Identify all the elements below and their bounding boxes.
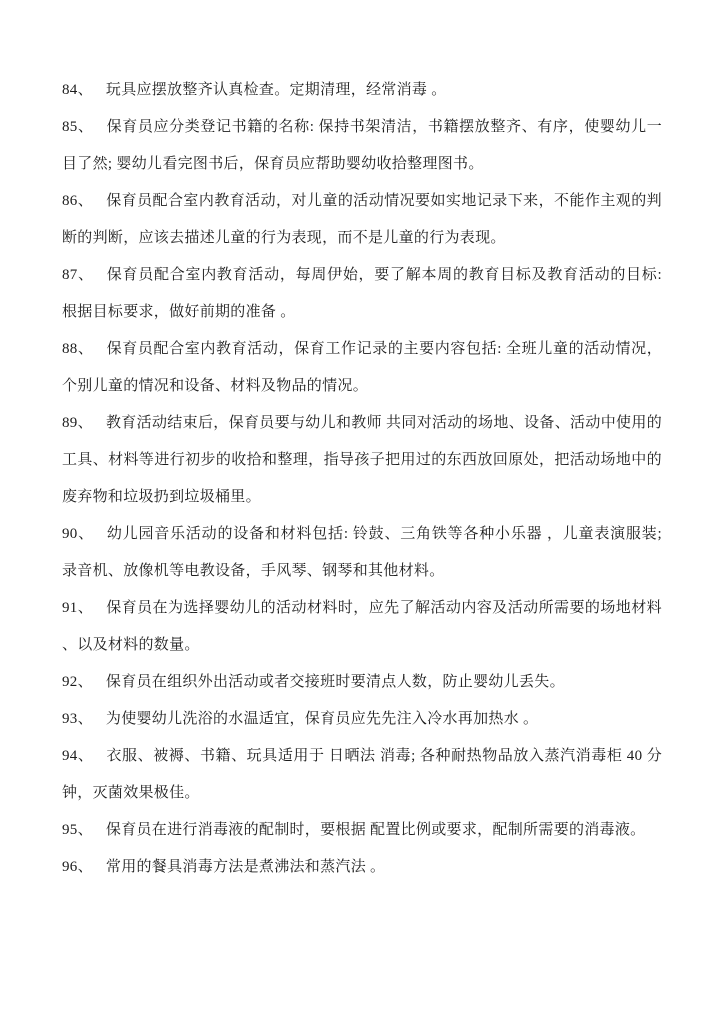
item-text: 教育活动结束后，保育员要与幼儿和教师 共同对活动的场地、设备、活动中使用的工具、材料等进行初步的收拾和整理，指导孩子把用过的东西放回原处，把活动场地中的废弃物和垃圾扔到垃圾桶里。 [62,415,662,505]
item-text: 衣服、被褥、书籍、玩具适用于 日晒法 消毒; 各种耐热物品放入蒸汽消毒柜 40 分钟，灭菌效果极佳。 [62,748,662,801]
item-text: 保育员配合室内教育活动，每周伊始，要了解本周的教育目标及教育活动的目标: 根据目标要求，做好前期的准备 。 [62,267,662,320]
item-number: 84、 [62,82,93,98]
item-number: 92、 [62,674,93,690]
item-number: 89、 [62,415,93,431]
list-item [62,812,662,849]
list-item [62,331,662,405]
list-item [62,405,662,516]
list-item [62,109,662,183]
item-text: 常用的餐具消毒方法是煮沸法和蒸汽法 。 [105,859,386,875]
item-text: 保育员在组织外出活动或者交接班时要清点人数，防止婴幼儿丢失。 [105,674,565,690]
item-text: 为使婴幼儿洗浴的水温适宜，保育员应先先注入冷水再加热水 。 [105,711,539,727]
list-item [62,738,662,812]
item-number: 93、 [62,711,93,727]
item-number: 87、 [62,267,94,283]
item-text: 保育员在进行消毒液的配制时，要根据 配置比例或要求，配制所需要的消毒液。 [105,822,646,838]
item-text: 玩具应摆放整齐认真检查。定期清理，经常消毒 。 [105,82,447,98]
list-item [62,183,662,257]
item-text: 保育员在为选择婴幼儿的活动材料时，应先了解活动内容及活动所需要的场地材料 、以及材料的数量。 [62,600,662,653]
item-text: 保育员应分类登记书籍的名称: 保持书架清洁，书籍摆放整齐、有序，使婴幼儿一目了然; 婴幼儿看完图书后，保育员应帮助婴幼收拾整理图书。 [62,119,662,172]
item-text: 保育员配合室内教育活动，保育工作记录的主要内容包括: 全班儿童的活动情况， 个别儿童的情况和设备、材料及物品的情况。 [62,341,662,394]
item-number: 90、 [62,526,94,542]
item-number: 96、 [62,859,93,875]
item-number: 85、 [62,119,94,135]
list-item [62,664,662,701]
list-item [62,849,662,886]
item-text: 幼儿园音乐活动的设备和材料包括: 铃鼓、三角铁等各种小乐器 ，儿童表演服装; 录音机、放像机等电教设备，手风琴、钢琴和其他材料。 [62,526,662,579]
list-item [62,516,662,590]
item-number: 94、 [62,748,94,764]
item-number: 95、 [62,822,93,838]
item-text: 保育员配合室内教育活动，对儿童的活动情况要如实地记录下来，不能作主观的判断的判断，应该去描述儿童的行为表现，而不是儿童的行为表现。 [62,193,662,246]
list-item [62,590,662,664]
item-number: 91、 [62,600,94,616]
list-item [62,257,662,331]
item-number: 86、 [62,193,94,209]
list-item [62,72,662,109]
list-item [62,701,662,738]
item-number: 88、 [62,341,94,357]
